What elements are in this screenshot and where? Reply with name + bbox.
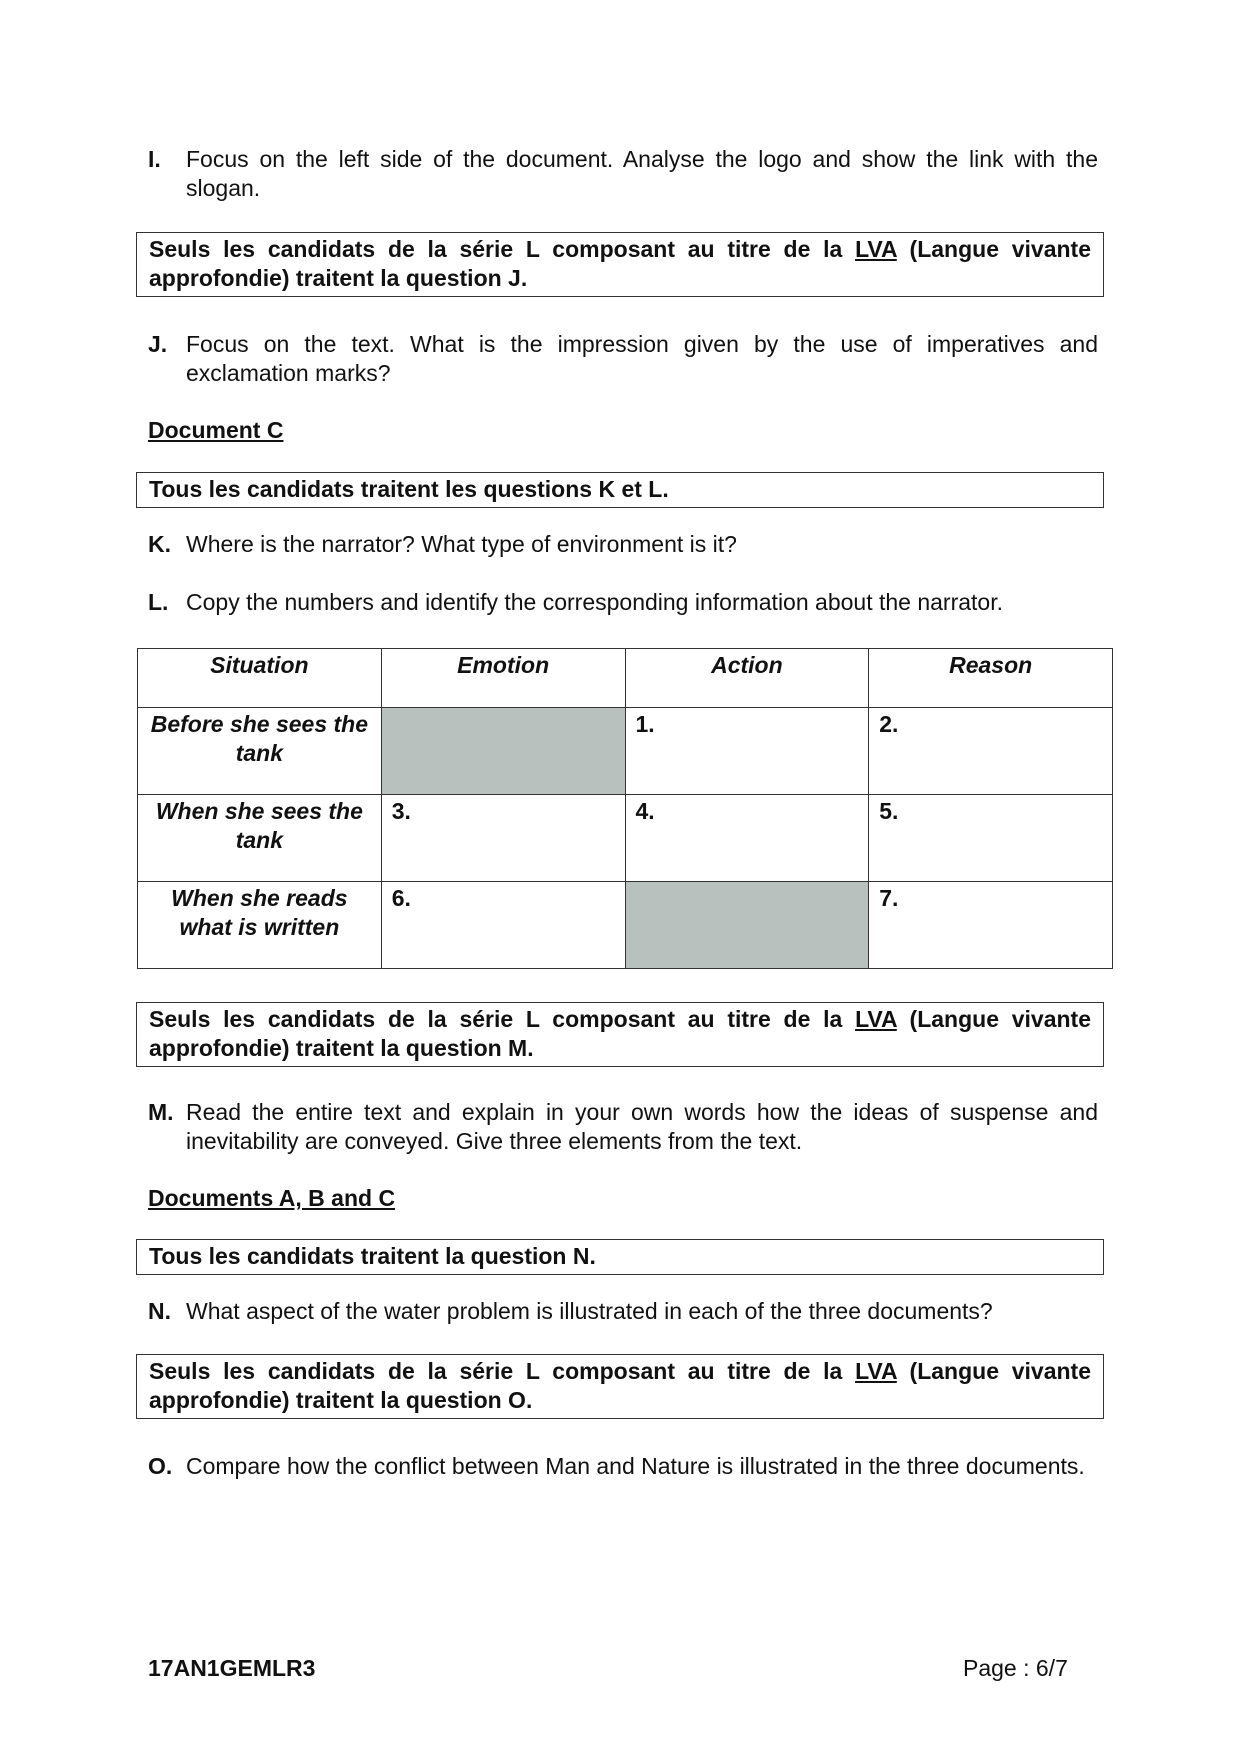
cell-situation: When she sees the tank [138, 795, 382, 882]
question-text: What aspect of the water problem is illustrated in each of the three documents? [186, 1298, 993, 1324]
header-situation: Situation [138, 649, 382, 708]
cell-emotion: 6. [381, 882, 625, 969]
table-row [138, 882, 1113, 969]
instruction-text: (Langue vivante approfondie) traitent la question M. [149, 1006, 1091, 1061]
question-label: M. [148, 1099, 174, 1125]
lva-abbreviation: LVA [855, 1006, 897, 1032]
instruction-text: Tous les candidats traitent les questions K et L. [149, 476, 669, 502]
instruction-box-lva-o [136, 1354, 1104, 1419]
table-row [138, 708, 1113, 795]
section-heading-documents-abc: Documents A, B and C [148, 1185, 396, 1211]
instruction-text: Seuls les candidats de la série L composant au titre de la [149, 1358, 843, 1384]
header-reason: Reason [869, 649, 1113, 708]
lva-abbreviation: LVA [855, 1358, 897, 1384]
question-label: O. [148, 1453, 173, 1479]
question-n [148, 1297, 1098, 1326]
question-label: L. [148, 589, 169, 615]
question-label: K. [148, 531, 171, 557]
cell-action-shaded [625, 882, 869, 969]
instruction-text: (Langue vivante approfondie) traitent la question O. [149, 1358, 1091, 1413]
instruction-box-lva-j [136, 232, 1104, 297]
lva-abbreviation: LVA [855, 236, 897, 262]
instruction-text: Seuls les candidats de la série L composant au titre de la [149, 236, 843, 262]
question-o [148, 1452, 1098, 1481]
footer-page-number: Page : 6/7 [963, 1655, 1068, 1681]
instruction-box-lva-m [136, 1002, 1104, 1067]
question-text: Where is the narrator? What type of environment is it? [186, 531, 737, 557]
cell-reason: 7. [869, 882, 1113, 969]
table-header-row [138, 649, 1113, 708]
table-row [138, 795, 1113, 882]
question-text: Focus on the text. What is the impression given by the use of imperatives and exclamation marks? [186, 331, 1098, 386]
question-text: Focus on the left side of the document. Analyse the logo and show the link with the slogan. [186, 146, 1098, 201]
question-label: N. [148, 1298, 171, 1324]
question-text: Compare how the conflict between Man and Nature is illustrated in the three documents. [186, 1453, 1085, 1479]
cell-situation: When she reads what is written [138, 882, 382, 969]
instruction-text: Seuls les candidats de la série L composant au titre de la [149, 1006, 843, 1032]
cell-emotion: 3. [381, 795, 625, 882]
question-i [148, 145, 1098, 203]
question-m [148, 1098, 1098, 1156]
footer-exam-code: 17AN1GEMLR3 [148, 1655, 316, 1681]
question-k [148, 530, 1098, 559]
header-action: Action [625, 649, 869, 708]
cell-reason: 2. [869, 708, 1113, 795]
cell-action: 1. [625, 708, 869, 795]
question-j [148, 330, 1098, 388]
question-label: I. [148, 146, 161, 172]
question-label: J. [148, 331, 168, 357]
question-text: Copy the numbers and identify the corresponding information about the narrator. [186, 589, 1003, 615]
instruction-text: Tous les candidats traitent la question N. [149, 1243, 596, 1269]
instruction-text: (Langue vivante approfondie) traitent la question J. [149, 236, 1091, 291]
cell-action: 4. [625, 795, 869, 882]
question-text: Read the entire text and explain in your own words how the ideas of suspense and inevitability are conveyed. Give three elements from the text. [186, 1099, 1098, 1154]
cell-situation: Before she sees the tank [138, 708, 382, 795]
header-emotion: Emotion [381, 649, 625, 708]
instruction-box-kl [136, 472, 1104, 508]
narrator-table [137, 648, 1113, 969]
cell-reason: 5. [869, 795, 1113, 882]
instruction-box-n [136, 1239, 1104, 1275]
question-l [148, 588, 1098, 617]
cell-emotion-shaded [381, 708, 625, 795]
section-heading-document-c: Document C [148, 417, 284, 443]
